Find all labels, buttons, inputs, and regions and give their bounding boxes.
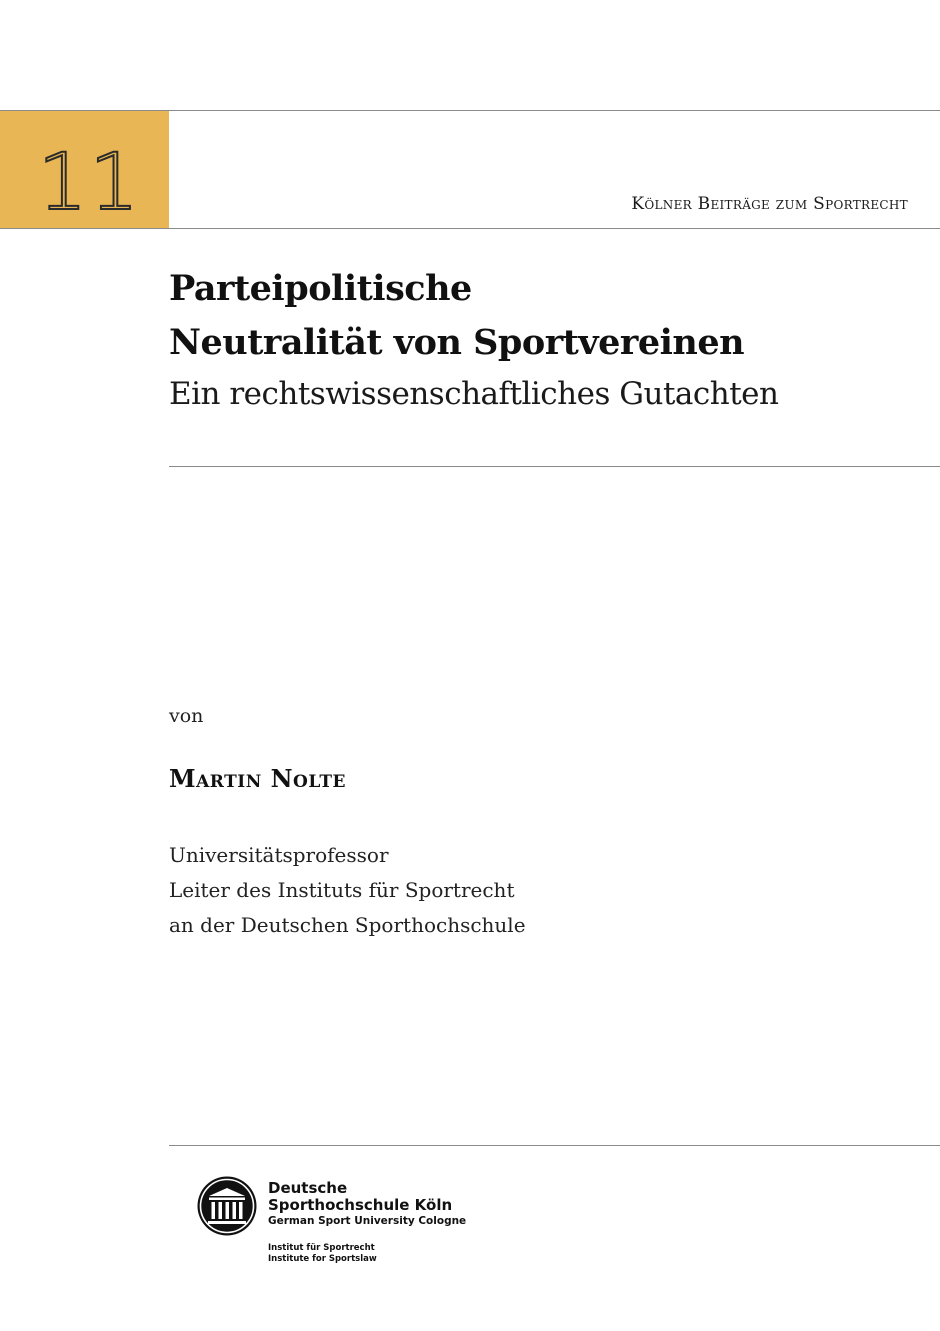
author-name: Martin Nolte: [169, 764, 347, 793]
university-logo-text: [268, 1180, 466, 1229]
book-subtitle: Ein rechtswissenschaftliches Gutachten: [169, 376, 779, 412]
author-affiliation: [169, 838, 526, 943]
series-title: Kölner Beiträge zum Sportrecht: [631, 194, 908, 214]
title-line-2: Neutralität von Sportvereinen: [169, 322, 745, 363]
university-name-english: German Sport University Cologne: [268, 1215, 467, 1227]
header-rule: [0, 228, 940, 229]
footer-rule: [169, 1145, 940, 1146]
title-line-1: Parteipolitische: [169, 268, 472, 309]
affiliation-line-1: Universitätsprofessor: [169, 843, 389, 867]
volume-number: 11: [37, 138, 141, 228]
byline-prefix: von: [169, 705, 204, 727]
institute-name-german: Institut für Sportrecht: [268, 1243, 375, 1253]
title-rule: [169, 466, 940, 467]
columned-building-icon: [196, 1175, 258, 1237]
institute-name-english: Institute for Sportslaw: [268, 1254, 377, 1264]
institute-label: [268, 1243, 377, 1265]
book-title: [169, 262, 744, 370]
university-name-line-1: Deutsche: [268, 1179, 348, 1197]
affiliation-line-3: an der Deutschen Sporthochschule: [169, 913, 526, 937]
affiliation-line-2: Leiter des Instituts für Sportrecht: [169, 878, 515, 902]
volume-number-band: [0, 111, 169, 228]
university-name-line-2: Sporthochschule Köln: [268, 1196, 453, 1214]
